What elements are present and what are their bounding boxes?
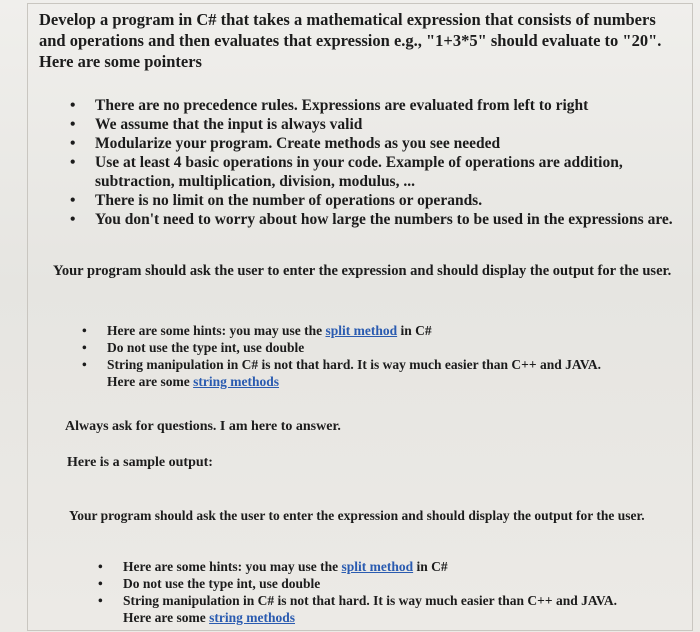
list-item: • String manipulation in C# is not that hard. It is way much easier than C++ and JAVA. Here are some string methods — [98, 593, 617, 625]
intro-paragraph: Develop a program in C# that takes a mathematical expression that consists of numbers and operations and then evaluates that expression e.g., "1+3*5" should evaluate to "20". Here are some pointers — [39, 10, 662, 71]
bullet-icon: • — [82, 357, 87, 372]
list-item: • Do not use the type int, use double — [98, 576, 321, 591]
list-item: • You don't need to worry about how large the numbers to be used in the expressions are. — [70, 211, 673, 228]
list-item: • We assume that the input is always valid — [70, 116, 363, 133]
bullet-icon: • — [70, 135, 76, 152]
list-item: • Modularize your program. Create methods as you see needed — [70, 135, 501, 152]
bullet-icon: • — [70, 192, 76, 209]
list-item: • Here are some hints: you may use the split method in C# — [98, 559, 448, 574]
bullet-icon: • — [82, 323, 87, 338]
hints-list — [82, 322, 667, 390]
split-method-link[interactable]: split method — [325, 323, 398, 338]
string-methods-link[interactable]: string methods — [209, 610, 295, 625]
list-item: • Use at least 4 basic operations in your code. Example of operations are addition, subtraction, multiplication, division, modulus, ... — [70, 154, 623, 190]
bullet-icon: • — [70, 97, 76, 114]
list-item: • There are no precedence rules. Expressions are evaluated from left to right — [70, 97, 589, 114]
instruction-paragraph: Your program should ask the user to enter the expression and should display the output for the user. — [53, 263, 672, 279]
bullet-icon: • — [70, 116, 76, 133]
bullet-icon: • — [98, 593, 103, 608]
instruction-paragraph-repeat: Your program should ask the user to enter the expression and should display the output for the user. — [69, 508, 645, 523]
bullet-icon: • — [98, 576, 103, 591]
bullet-icon: • — [82, 340, 87, 355]
pointers-list — [70, 96, 685, 229]
list-item: • Here are some hints: you may use the split method in C# — [82, 323, 432, 338]
list-item: • Do not use the type int, use double — [82, 340, 305, 355]
ask-questions-text: Always ask for questions. I am here to answer. — [65, 419, 341, 434]
bullet-icon: • — [98, 559, 103, 574]
list-item: • There is no limit on the number of operations or operands. — [70, 192, 483, 209]
string-methods-link[interactable]: string methods — [193, 374, 279, 389]
hints-list-repeat — [98, 558, 683, 626]
bullet-icon: • — [70, 154, 76, 171]
sample-output-label: Here is a sample output: — [67, 455, 213, 470]
bullet-icon: • — [70, 211, 76, 228]
list-item: • String manipulation in C# is not that hard. It is way much easier than C++ and JAVA. Here are some string methods — [82, 357, 601, 389]
split-method-link[interactable]: split method — [341, 559, 414, 574]
